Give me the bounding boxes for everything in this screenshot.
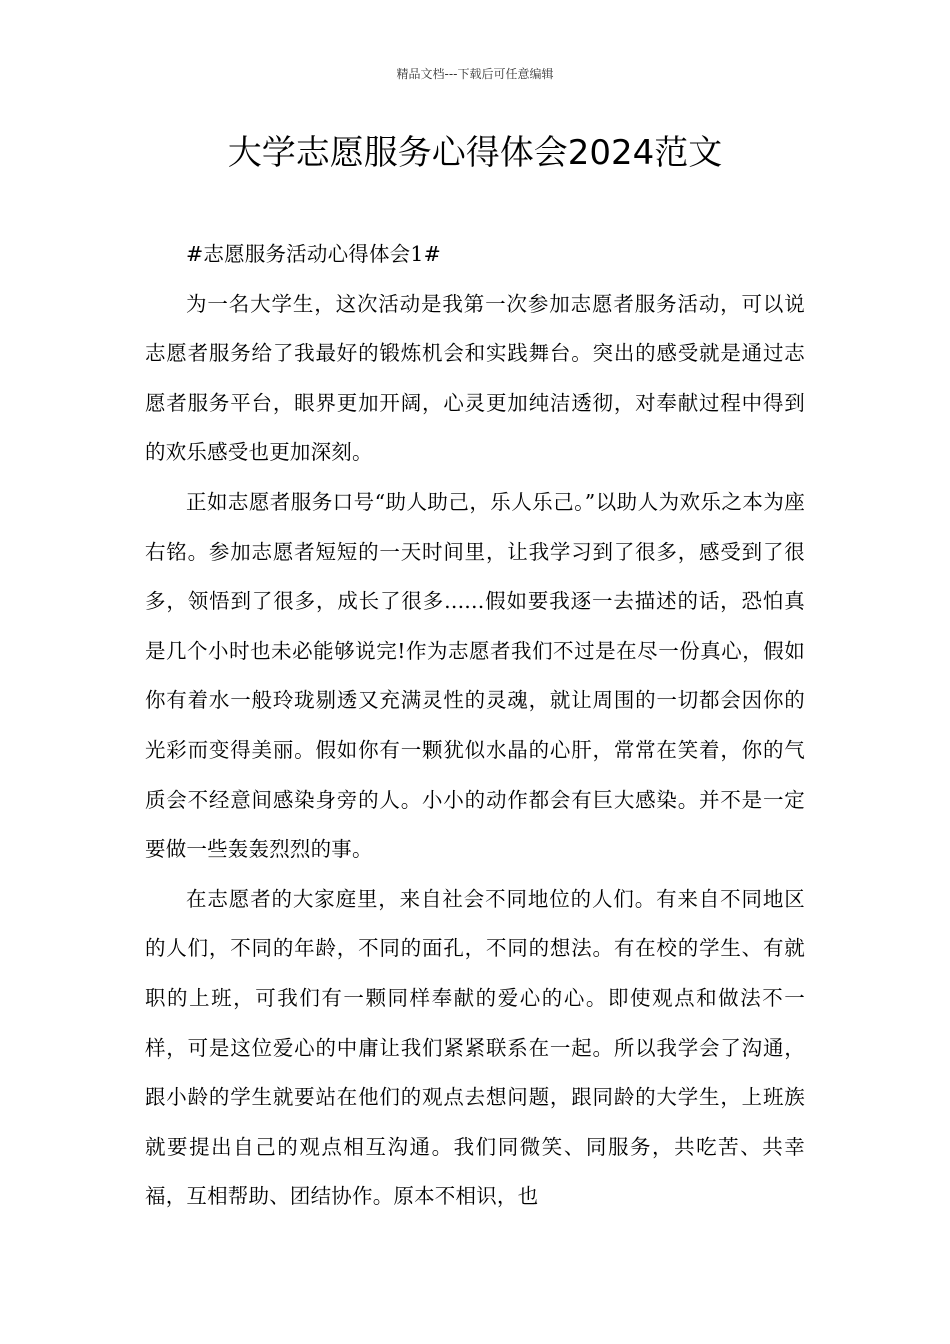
document-title: 大学志愿服务心得体会2024范文 bbox=[227, 133, 723, 173]
header-note: 精品文档---下载后可任意编辑 bbox=[396, 67, 554, 81]
paragraph: 正如志愿者服务口号“助人助己，乐人乐己。”以助人为欢乐之本为座右铭。参加志愿者短短的一天时间里，让我学习到了很多，感受到了很多，领悟到了很多，成长了很多......假如要我逐一去描述的话，恐怕真是几个小时也未必能够说完!作为志愿者我们不过是在尽一份真心，假如你有着水一般玲珑剔透又充满灵性的灵魂，就让周围的一切都会因你的光彩而变得美丽。假如你有一颗犹似水晶的心肝，常常在笑着，你的气质会不经意间感染身旁的人。小小的动作都会有巨大感染。并不是一定要做一些轰轰烈烈的事。 bbox=[145, 489, 805, 862]
document-body bbox=[145, 230, 805, 1222]
paragraph: 为一名大学生，这次活动是我第一次参加志愿者服务活动，可以说志愿者服务给了我最好的锻炼机会和实践舞台。突出的感受就是通过志愿者服务平台，眼界更加开阔，心灵更加纯洁透彻，对奉献过程中得到的欢乐感受也更加深刻。 bbox=[145, 291, 805, 465]
paragraph: 在志愿者的大家庭里，来自社会不同地位的人们。有来自不同地区的人们，不同的年龄，不同的面孔，不同的想法。有在校的学生、有就职的上班，可我们有一颗同样奉献的爱心的心。即使观点和做法不一样，可是这位爱心的中庸让我们紧紧联系在一起。所以我学会了沟通，跟小龄的学生就要站在他们的观点去想问题，跟同龄的大学生，上班族就要提出自己的观点相互沟通。我们同微笑、同服务，共吃苦、共幸福，互相帮助、团结协作。原本不相识，也 bbox=[145, 886, 805, 1209]
section-heading: #志愿服务活动心得体会1# bbox=[186, 242, 441, 266]
